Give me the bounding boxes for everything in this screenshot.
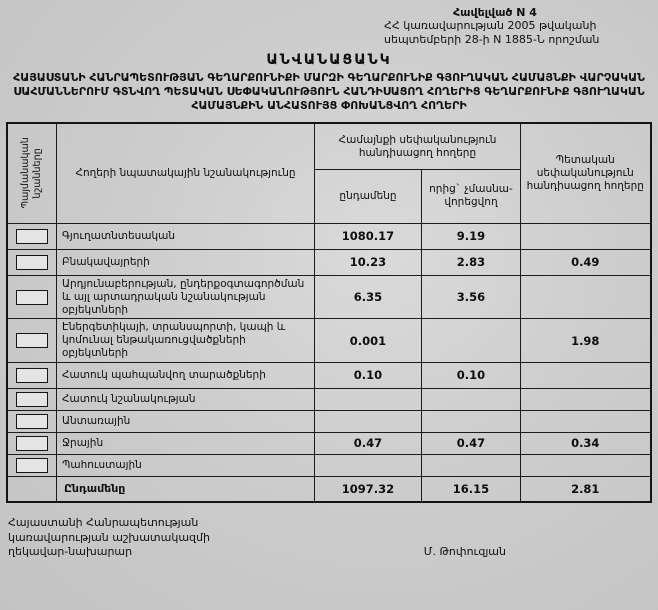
state-cell <box>521 223 651 249</box>
table-total-row <box>7 476 650 502</box>
grand-total-cell: 1097.32 <box>314 476 421 502</box>
signatory-line: ղեկավար-նախարար <box>8 544 133 558</box>
appendix-block <box>384 6 636 46</box>
legend-box <box>16 458 48 473</box>
total-cell: 1080.17 <box>314 223 421 249</box>
grand-state-cell: 2.81 <box>521 476 651 502</box>
not-privatized-cell <box>421 388 520 410</box>
not-privatized-cell <box>421 410 520 432</box>
appendix-number: Հավելված N 4 <box>453 6 537 19</box>
state-cell <box>521 275 651 318</box>
not-privatized-cell <box>421 454 520 476</box>
total-subheader: ընդամենը <box>314 169 421 223</box>
table-row <box>7 362 650 388</box>
land-transfer-table <box>6 122 651 503</box>
total-cell: 0.001 <box>314 319 421 362</box>
table-row <box>7 275 650 318</box>
total-cell <box>314 410 421 432</box>
table-row <box>7 410 650 432</box>
purpose-cell: Արդյունաբերության, ընդերքօգտագործման և այլ արտադրական նշանակության օբյեկտների <box>56 275 314 318</box>
symbol-cell <box>7 410 56 432</box>
footer <box>0 516 658 559</box>
table-row <box>7 432 650 454</box>
legend-box <box>16 255 48 270</box>
purpose-cell: Պահուստային <box>56 454 314 476</box>
state-cell <box>521 410 651 432</box>
total-label-cell: Ընդամենը <box>56 476 314 502</box>
legend-box <box>16 333 48 348</box>
not-privatized-cell: 2.83 <box>421 249 520 275</box>
table-header-row-1 <box>7 123 650 169</box>
symbol-cell <box>7 454 56 476</box>
total-cell <box>314 388 421 410</box>
state-cell <box>521 388 651 410</box>
table-row <box>7 223 650 249</box>
appendix-decree-line: սեպտեմբերի 28-ի N 1885-Ն որոշման <box>384 32 600 46</box>
community-lands-header: Համայնքի սեփականություն հանդիսացող հողերը <box>314 123 520 169</box>
grand-not-privatized-cell: 16.15 <box>421 476 520 502</box>
signatory-line: կառավարության աշխատակազմի <box>8 530 210 544</box>
symbol-cell <box>7 223 56 249</box>
purpose-cell: Էներգետիկայի, տրանսպորտի, կապի և կոմունալ ենթակառուցվածքների օբյեկտների <box>56 319 314 362</box>
legend-box <box>16 290 48 305</box>
signatory-title-block <box>8 516 210 559</box>
purpose-cell: Գյուղատնտեսական <box>56 223 314 249</box>
symbols-column-header-text: Պայմանական նշանները <box>20 138 44 210</box>
purpose-cell: Ջրային <box>56 432 314 454</box>
purpose-cell: Անտառային <box>56 410 314 432</box>
not-privatized-cell <box>421 319 520 362</box>
symbol-cell <box>7 249 56 275</box>
state-cell <box>521 362 651 388</box>
total-cell <box>314 454 421 476</box>
signature-name: Մ. Թոփուզյան <box>423 544 506 558</box>
not-privatized-cell: 0.47 <box>421 432 520 454</box>
legend-box <box>16 414 48 429</box>
symbol-cell <box>7 319 56 362</box>
not-privatized-subheader: որից` չմասնա-վորեցվող <box>421 169 520 223</box>
total-cell: 6.35 <box>314 275 421 318</box>
not-privatized-cell: 3.56 <box>421 275 520 318</box>
total-cell: 0.10 <box>314 362 421 388</box>
state-cell: 1.98 <box>521 319 651 362</box>
symbol-cell <box>7 388 56 410</box>
total-cell: 0.47 <box>314 432 421 454</box>
state-cell: 0.49 <box>521 249 651 275</box>
not-privatized-cell: 0.10 <box>421 362 520 388</box>
table-row <box>7 454 650 476</box>
total-cell: 10.23 <box>314 249 421 275</box>
purpose-column-header: Հողերի նպատակային նշանակությունը <box>56 123 314 223</box>
symbol-cell <box>7 275 56 318</box>
state-cell <box>521 454 651 476</box>
table-row <box>7 249 650 275</box>
purpose-cell: Հատուկ պահպանվող տարածքների <box>56 362 314 388</box>
state-lands-header: Պետական սեփականություն հանդիսացող հողերը <box>521 123 651 223</box>
not-privatized-cell: 9.19 <box>421 223 520 249</box>
table-row <box>7 388 650 410</box>
legend-box <box>16 436 48 451</box>
legend-box <box>16 392 48 407</box>
appendix-gov-line: ՀՀ կառավարության 2005 թվականի <box>384 19 597 33</box>
page-title: ԱՆՎԱՆԱՑԱՆԿ <box>266 52 392 69</box>
page-subtitle: ՀԱՅԱՍՏԱՆԻ ՀԱՆՐԱՊԵՏՈՒԹՅԱՆ ԳԵՂԱՐՔՈՒՆԻՔԻ ՄԱՐԶԻ ԳԵՂԱՐՔՈՒՆԻՔ ԳՅՈՒՂԱԿԱՆ ՀԱՄԱՅՆՔԻ ՎԱՐՉԱԿԱՆ ՍԱՀՄԱՆՆԵՐՈՒՄ ԳՏՆՎՈՂ ՊԵՏԱԿԱՆ ՍԵՓԱԿԱՆՈՒԹՅՈՒՆ ՀԱՆԴԻՍԱՑՈՂ ՀՈՂԵՐԻՑ ԳԵՂԱՐՔՈՒՆԻՔ ԳՅՈՒՂԱԿԱՆ ՀԱՄԱՅՆՔԻՆ ԱՆՀԱՏՈՒՅՑ ՓՈԽԱՆՑՎՈՂ ՀՈՂԵՐԻ <box>13 71 645 113</box>
signatory-line: Հայաստանի Հանրապետության <box>8 516 199 530</box>
purpose-cell: Հատուկ նշանակության <box>56 388 314 410</box>
legend-box <box>16 229 48 244</box>
legend-box <box>16 368 48 383</box>
symbol-cell-empty <box>7 476 56 502</box>
state-cell: 0.34 <box>521 432 651 454</box>
table-row <box>7 319 650 362</box>
symbol-cell <box>7 432 56 454</box>
symbol-cell <box>7 362 56 388</box>
purpose-cell: Բնակավայրերի <box>56 249 314 275</box>
symbols-column-header <box>7 123 56 223</box>
